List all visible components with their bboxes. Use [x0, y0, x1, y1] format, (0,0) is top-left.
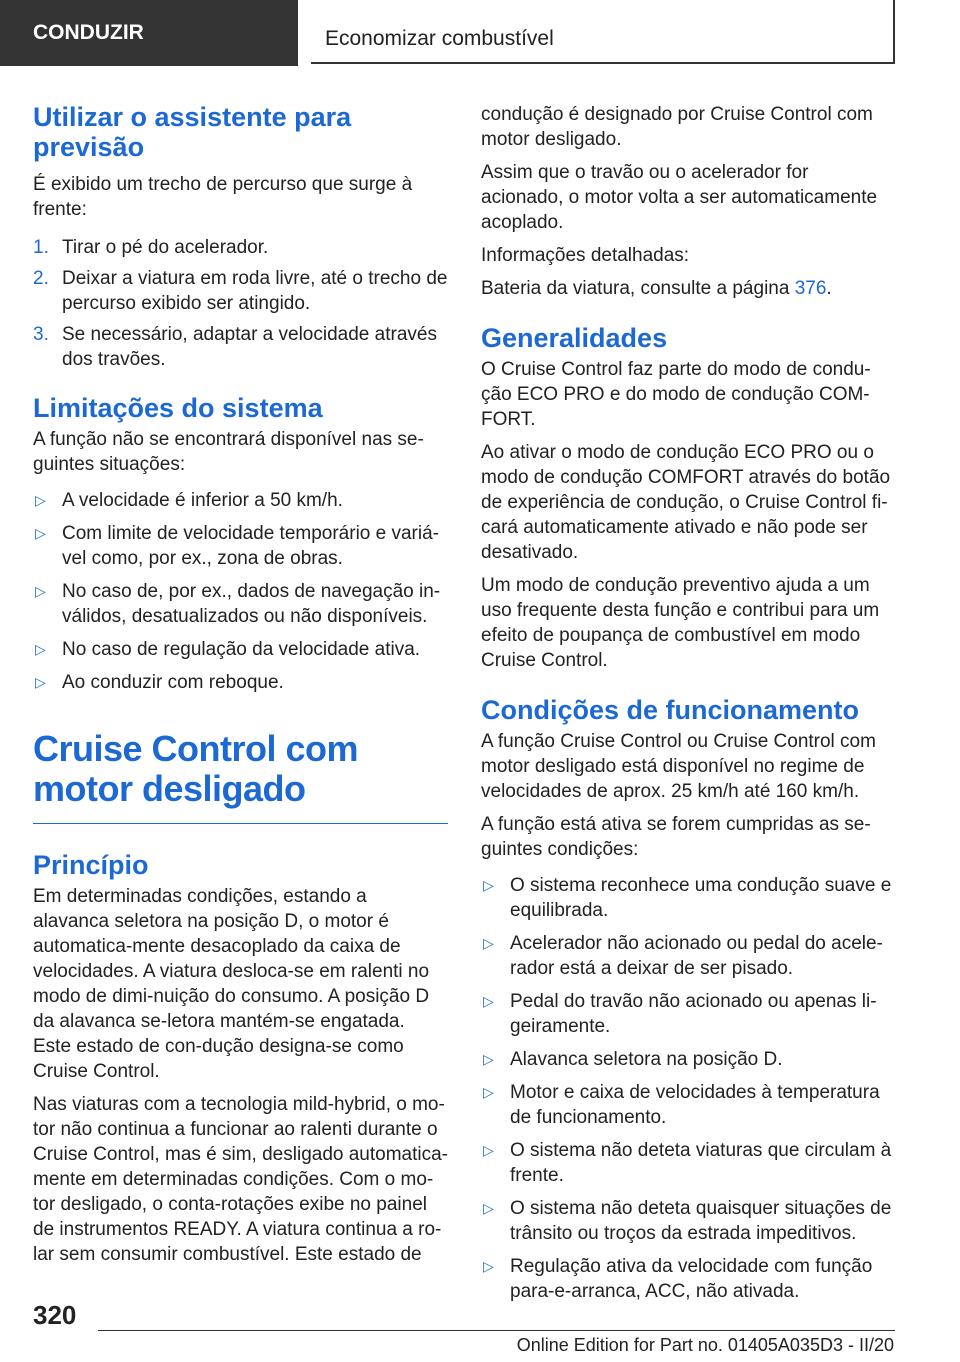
heading-principle: Princípio [33, 850, 149, 880]
triangle-right-outline-icon: ▷ [35, 525, 46, 541]
triangle-right-outline-icon: ▷ [483, 993, 494, 1009]
list-item: ▷ A velocidade é inferior a 50 km/h. [35, 490, 343, 511]
list-item: ▷ Ao conduzir com reboque. [35, 672, 284, 693]
triangle-right-outline-icon: ▷ [35, 492, 46, 508]
triangle-right-outline-icon: ▷ [483, 1142, 494, 1158]
footer-divider [98, 1330, 895, 1331]
list-item: 1. Tirar o pé do acelerador. [33, 237, 269, 258]
triangle-right-outline-icon: ▷ [483, 935, 494, 951]
left-column [33, 102, 448, 1267]
limits-intro: A função não se encontrará disponível nas se‐guintes situações: [33, 429, 424, 475]
list-item: ▷ Pedal do travão não acionado ou apenas li‐geiramente. [483, 991, 877, 1037]
conditions-paragraph-2: A função está ativa se forem cumpridas as se‐guintes condições: [481, 814, 871, 860]
chapter-title: Economizar combustível [311, 0, 895, 64]
triangle-right-outline-icon: ▷ [483, 1084, 494, 1100]
list-item: ▷ O sistema não deteta viaturas que circulam à frente. [483, 1140, 892, 1186]
list-item: ▷ Regulação ativa da velocidade com função para-e-arranca, ACC, não ativada. [483, 1256, 873, 1302]
continuation-paragraph-1: condução é designado por Cruise Control com motor desligado. [481, 104, 873, 150]
heading-general: Generalidades [481, 323, 668, 353]
page-number: 320 [33, 1300, 77, 1330]
steps-list [33, 235, 448, 372]
list-item: 3. Se necessário, adaptar a velocidade através dos travões. [33, 324, 437, 370]
conditions-paragraph-1: A função Cruise Control ou Cruise Control com motor desligado está disponível no regime de velocidades de aprox. 25 km/h até 160 km/h. [481, 731, 876, 802]
main-heading: Cruise Control com motor desligado [33, 728, 359, 809]
heading-conditions: Condições de funcionamento [481, 695, 860, 725]
heading-limits: Limitações do sistema [33, 393, 323, 423]
list-item: ▷ Com limite de velocidade temporário e variá‐vel como, por ex., zona de obras. [35, 523, 439, 569]
triangle-right-outline-icon: ▷ [483, 1051, 494, 1067]
list-item: 2. Deixar a viatura em roda livre, até o trecho de percurso exibido ser atingido. [33, 268, 448, 314]
list-item: ▷ O sistema reconhece uma condução suave e equilibrada. [483, 875, 892, 921]
triangle-right-outline-icon: ▷ [483, 877, 494, 893]
list-item: ▷ Alavanca seletora na posição D. [483, 1049, 783, 1070]
triangle-right-outline-icon: ▷ [35, 674, 46, 690]
heading-assistant: Utilizar o assistente para previsão [33, 102, 352, 162]
principle-paragraph-1: Em determinadas condições, estando a alavanca seletora na posição D, o motor é automatica‐mente desacoplado da caixa de velocidades. A viatura desloca-se em ralenti no modo de dimi‐nuição do consumo. A posição D da alavanca se‐letora mantém-se engatada. Este estado de con‐dução designa-se como Cruise Control. [33, 886, 430, 1082]
details-reference: Bateria da viatura, consulte a página 376. [481, 278, 832, 299]
details-label: Informações detalhadas: [481, 245, 690, 266]
list-item: ▷ No caso de regulação da velocidade ativa. [35, 639, 421, 660]
general-paragraph-2: Ao ativar o modo de condução ECO PRO ou o modo de condução COMFORT através do botão de experiência de condução, o Cruise Control fi‐cará automaticamente ativado e não pode ser desativado. [481, 442, 891, 563]
triangle-right-outline-icon: ▷ [483, 1200, 494, 1216]
assist-intro: É exibido um trecho de percurso que surge à frente: [33, 174, 413, 220]
triangle-right-outline-icon: ▷ [35, 583, 46, 599]
limits-list [33, 488, 448, 695]
right-column [481, 102, 896, 1304]
list-item: ▷ Acelerador não acionado ou pedal do acele‐rador está a deixar de ser pisado. [483, 933, 883, 979]
edition-note: Online Edition for Part no. 01405A035D3 - II/20 [516, 1335, 894, 1355]
page-header [0, 0, 960, 66]
general-paragraph-3: Um modo de condução preventivo ajuda a um uso frequente desta função e contribui para um efeito de poupança de combustível em modo Cruise Control. [481, 575, 880, 671]
page-link[interactable]: 376 [794, 278, 827, 299]
continuation-paragraph-2: Assim que o travão ou o acelerador for acionado, o motor volta a ser automaticamente acoplado. [481, 162, 878, 233]
triangle-right-outline-icon: ▷ [35, 641, 46, 657]
conditions-list [481, 873, 896, 1304]
triangle-right-outline-icon: ▷ [483, 1258, 494, 1274]
list-item: ▷ No caso de, por ex., dados de navegação in‐válidos, desatualizados ou não disponíveis. [35, 581, 441, 627]
principle-paragraph-2: Nas viaturas com a tecnologia mild-hybrid, o mo‐tor não continua a funcionar ao ralenti durante o Cruise Control, mas é sim, desligado automatica‐mente em determinadas condições. Com o mo‐tor desligado, o conta-rotações exibe no painel de instrumentos READY. A viatura continua a ro‐lar sem consumir combustível. Este estado de [33, 1094, 449, 1265]
general-paragraph-1: O Cruise Control faz parte do modo de condu‐ção ECO PRO e do modo de condução COM‐FORT. [481, 359, 871, 430]
list-item: ▷ Motor e caixa de velocidades à temperatura de funcionamento. [483, 1082, 880, 1128]
list-item: ▷ O sistema não deteta quaisquer situações de trânsito ou troços da estrada impeditivos. [483, 1198, 892, 1244]
heading-underline [33, 823, 448, 824]
section-tab: CONDUZIR [0, 0, 298, 66]
